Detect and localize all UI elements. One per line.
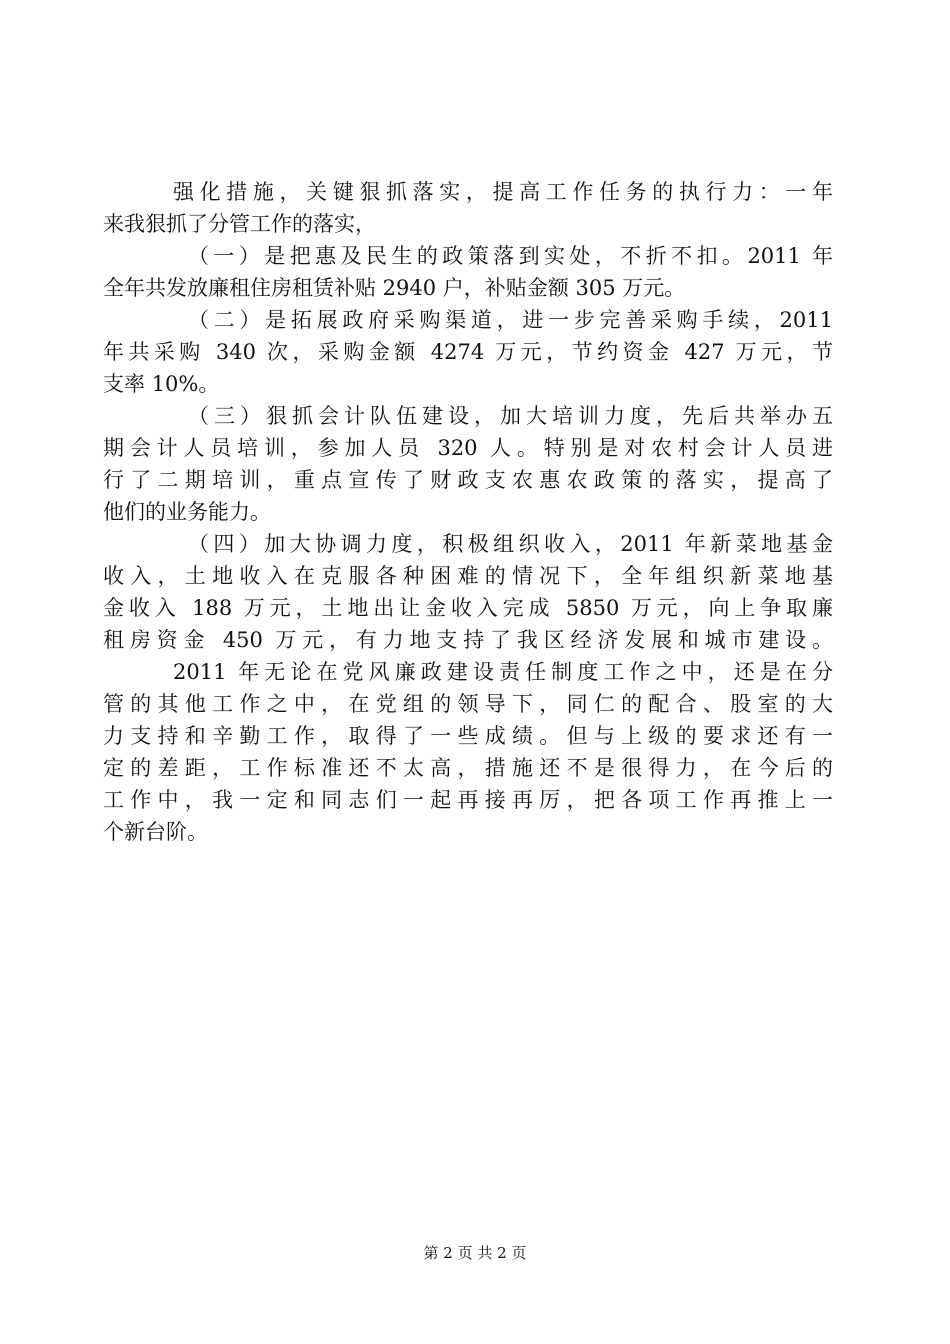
paragraph-line: 年共采购 340 次，采购金额 4274 万元，节约资金 427 万元，节: [103, 340, 833, 364]
paragraph-line: 期会计人员培训，参加人员 320 人。特别是对农村会计人员进: [103, 436, 833, 460]
paragraph-line: 租房资金 450 万元，有力地支持了我区经济发展和城市建设。: [103, 628, 833, 652]
paragraph-line: 2011 年无论在党风廉政建设责任制度工作之中，还是在分: [173, 660, 833, 684]
paragraph-line: 管的其他工作之中，在党组的领导下，同仁的配合、股室的大: [103, 692, 833, 716]
paragraph-line: 力支持和辛勤工作，取得了一些成绩。但与上级的要求还有一: [103, 724, 833, 748]
paragraph-line: 他们的业务能力。: [103, 500, 271, 524]
paragraph-line: 收入，土地收入在克服各种困难的情况下，全年组织新菜地基: [103, 564, 833, 588]
paragraph-line: 来我狠抓了分管工作的落实，: [103, 212, 376, 236]
page-number-footer: 第 2 页 共 2 页: [423, 1244, 527, 1262]
paragraph-line: 全年共发放廉租住房租赁补贴 2940 户，补贴金额 305 万元。: [103, 276, 686, 300]
paragraph-line: 工作中，我一定和同志们一起再接再厉，把各项工作再推上一: [103, 788, 833, 812]
paragraph-line: 行了二期培训，重点宣传了财政支农惠农政策的落实，提高了: [103, 468, 833, 492]
paragraph-line: 支率 10%。: [103, 372, 220, 396]
paragraph-line: （一）是把惠及民生的政策落到实处，不折不扣。2011 年: [188, 244, 833, 268]
paragraph-line: 金收入 188 万元，土地出让金收入完成 5850 万元，向上争取廉: [103, 596, 833, 620]
paragraph-line: （三）狠抓会计队伍建设，加大培训力度，先后共举办五: [188, 404, 833, 428]
document-body: [103, 176, 833, 848]
paragraph-line: 定的差距，工作标准还不太高，措施还不是很得力，在今后的: [103, 756, 833, 780]
paragraph-line: （四）加大协调力度，积极组织收入，2011 年新菜地基金: [188, 532, 833, 556]
paragraph-line: （二）是拓展政府采购渠道，进一步完善采购手续，2011: [188, 308, 833, 332]
paragraph-line: 个新台阶。: [103, 820, 208, 844]
paragraph-line: 强化措施，关键狠抓落实，提高工作任务的执行力：一年: [173, 180, 833, 204]
